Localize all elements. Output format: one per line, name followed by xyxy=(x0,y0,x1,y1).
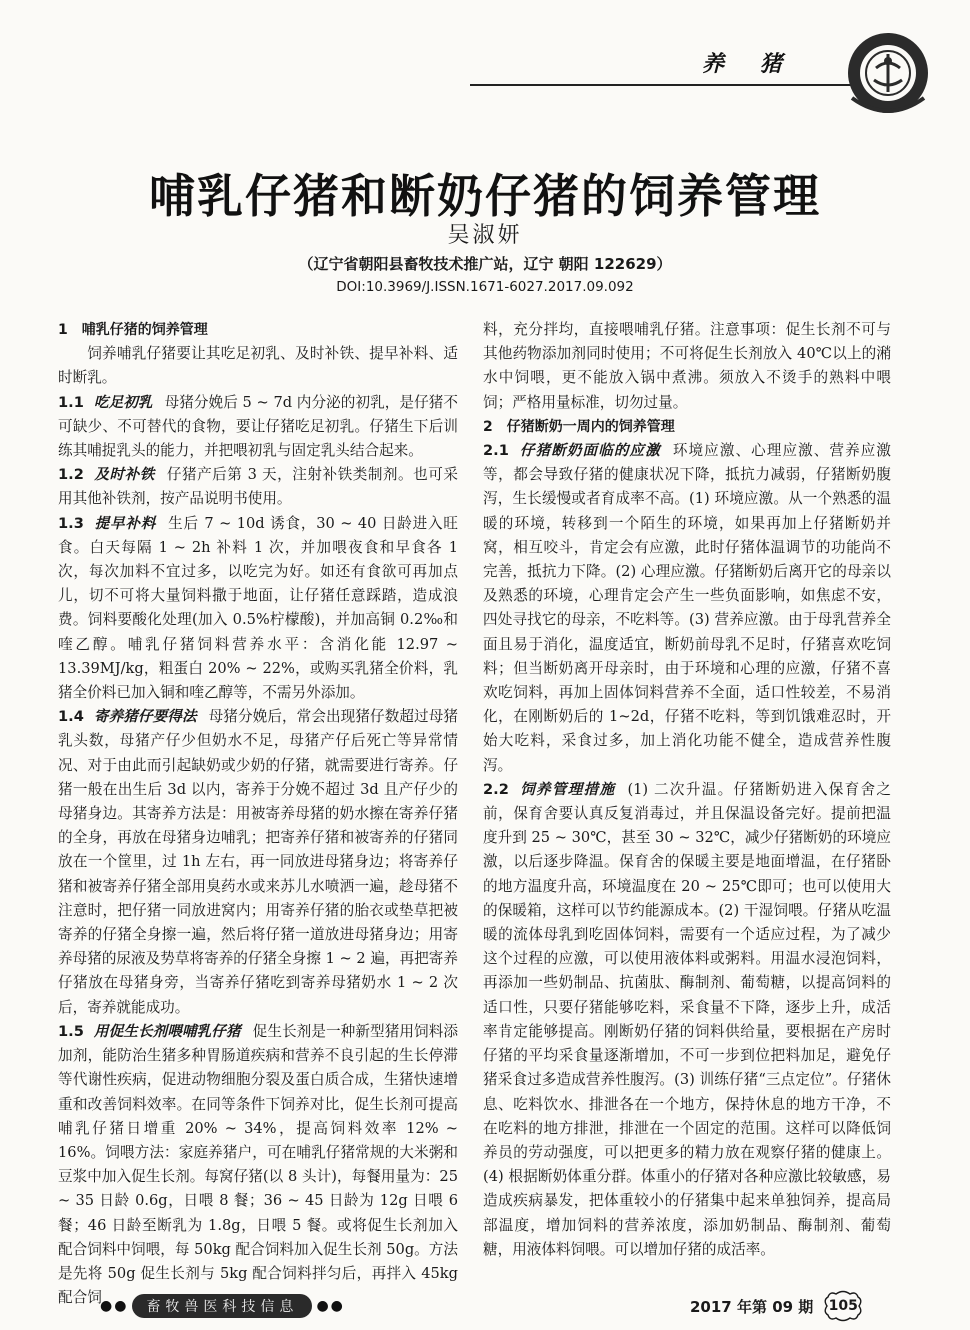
subsection-2-1 xyxy=(483,439,891,778)
subsection-text: 母猪分娩后，常会出现猪仔数超过母猪乳头数，母猪产仔少但奶水不足，母猪产仔后死亡等异常情况、对于由此而引起缺奶或少奶的仔猪，就需要进行寄养。仔猪一般在出生后 3d 以内，寄养于分娩不超过 3d 且产仔少的母猪身边。其寄养方法是：用被寄养母猪的奶水擦在寄养仔猪的全身，再放在母猪身边哺乳；把寄养仔猪和被寄养的仔猪同放在一个筐里，过 1h 左右，再一同放进母猪身边；将寄养仔猪和被寄养仔猪全部用臭药水或来苏儿水喷洒一遍，趁母猪不注意时，把仔猪一同放进窝内；用寄养仔猪的胎衣或垫草把被寄养的仔猪全身擦一遍，然后将仔猪一道放进母猪身边；用寄养母猪的尿液及势草将寄养的仔猪全身擦 1 ~ 2 遍，再把寄养仔猪放在母猪身旁，当寄养仔猪吃到寄养母猪奶水 1 ~ 2 次后，寄养就能成功。 xyxy=(58,708,458,1016)
journal-logo xyxy=(838,28,938,118)
subsection-title: 仔猪断奶面临的应激 xyxy=(518,442,661,460)
subsection-number: 1.3 xyxy=(58,514,84,532)
subsection-title: 寄养猪仔要得法 xyxy=(93,708,197,726)
subsection-text: 环境应激、心理应激、营养应激等，都会导致仔猪的健康状况下降，抵抗力减弱，仔猪断奶腹泻，生长缓慢或者育成率不高。(1) 环境应激。从一个熟悉的温暖的环境，转移到一个陌生的环境，如果再加上仔猪断奶并窝，相互咬斗，肯定会有应激，此时仔猪体温调节的功能尚不完善，抵抗力下降。(2) 心理应激。仔猪断奶后离开它的母亲以及熟悉的环境，心理肯定会产生一些负面影响，如焦虑不安，四处寻找它的母亲，不吃料等。(3) 营养应激。由于母乳营养全面且易于消化，温度适宜，断奶前母乳不足时，仔猪喜欢吃饲料；但当断奶离开母亲时，由于环境和心理的应激，仔猪不喜欢吃饲料，再加上固体饲料营养不全面，适口性较差，不易消化，在刚断奶后的 1~2d，仔猪不吃料，等到饥饿难忍时，开始大吃料，采食过多，加上消化功能不健全，造成营养性腹泻。 xyxy=(483,442,891,774)
subsection-number: 2.2 xyxy=(483,780,509,798)
footer-dots-right: ●● xyxy=(316,1298,345,1314)
subsection-1-4 xyxy=(58,705,458,1020)
subsection-title: 吃足初乳 xyxy=(93,393,153,411)
article-title: 哺乳仔猪和断奶仔猪的饲养管理 xyxy=(149,169,821,223)
subsection-number: 1.1 xyxy=(58,393,84,411)
subsection-1-3 xyxy=(58,512,458,706)
subsection-number: 1.5 xyxy=(58,1022,84,1040)
subsection-text: 促生长剂是一种新型猪用饲料添加剂，能防治生猪多种胃肠道疾病和营养不良引起的生长停滞等代谢性疾病，促进动物细胞分裂及蛋白质合成，生猪快速增重和改善饲料效率。在同等条件下饲养对比，促生长剂可提高哺乳仔猪日增重 20% ~ 34%，提高饲料效率 12% ~ 16%。饲喂方法：家庭养猪户，可在哺乳仔猪常规的大米粥和豆浆中加入促生长剂。每窝仔猪(以 8 头计)，每餐用量为：25 ~ 35 日龄 0.6g，日喂 8 餐；36 ~ 45 日龄为 12g 日喂 6 餐；46 日龄至断乳为 1.8g，日喂 5 餐。或将促生长剂加入配合饲料中饲喂，每 50kg 配合饲料加入促生长剂 50g。方法是先将 50g 促生长剂与 5kg 配合饲料拌匀后，再拌入 45kg 配合饲 xyxy=(58,1022,458,1307)
author-name: 吴淑妍 xyxy=(447,223,523,248)
subsection-number: 1.2 xyxy=(58,466,84,484)
page-number: 105 xyxy=(828,1298,858,1314)
subsection-2-2 xyxy=(483,778,891,1262)
subsection-1-1 xyxy=(58,391,458,464)
subsection-text: 生后 7 ~ 10d 诱食，30 ~ 40 日龄进入旺食。白天每隔 1 ~ 2h 补料 1 次，并加喂夜食和早食各 1 次，每次加料不宜过多，以吃完为好。如还有食欲可再加点儿，切不可将大量饲料撒于地面，让仔猪任意踩踏，造成浪费。饲料要酸化处理(加入 0.5%柠檬酸)，并加高铜 0.2‰和喹乙醇。哺乳仔猪饲料营养水平：含消化能 12.97 ~ 13.39MJ/kg，粗蛋白 20% ~ 22%，或购买乳猪全价料，乳猪全价料已加入铜和喹乙醇等，不需另外添加。 xyxy=(58,514,458,702)
continued-paragraph: 料，充分拌均，直接喂哺乳仔猪。注意事项：促生长剂不可与其他药物添加剂同时使用；不可将促生长剂放入 40℃以上的潲水中饲喂，更不能放入锅中煮沸。须放入不烫手的熟料中喂饲；严格用量标准，切勿过量。 xyxy=(483,321,891,411)
subsection-1-2 xyxy=(58,463,458,511)
subsection-text: 仔猪产后第 3 天，注射补铁类制剂。也可采用其他补铁剂，按产品说明书使用。 xyxy=(58,466,458,508)
subsection-title: 用促生长剂喂哺乳仔猪 xyxy=(93,1022,241,1040)
subsection-title: 及时补铁 xyxy=(93,466,155,484)
subsection-text: (1) 二次升温。仔猪断奶进入保育舍之前，保育舍要认真反复消毒过，并且保温设备完好。提前把温度升到 25 ~ 30℃，甚至 30 ~ 32℃，减少仔猪断奶的环境应激，以后逐步降温。保育舍的保暖主要是地面增温，在仔猪卧的地方温度升高，环境温度在 20 ~ 25℃即可；也可以使用大的保暖箱，这样可以节约能源成本。(2) 干湿饲喂。仔猪从吃温暖的流体母乳到吃固体饲料，需要有一个适应过程，为了减少这个过程的应激，可以使用液体料或粥料。用温水浸泡饲料，再添加一些奶制品、抗菌肽、酶制剂、葡萄糖，以提高饲料的适口性，只要仔猪能够吃料，采食量不下降，逐步上升，成活率肯定能够提高。刚断奶仔猪的饲料供给量，要根据在产房时仔猪的平均采食量逐渐增加，不可一步到位把料加足，避免仔猪采食过多造成营养性腹泻。(3) 训练仔猪“三点定位”。仔猪休息、吃料饮水、排泄各在一个地方，保持休息的地方干净，不在吃料的地方排泄，排泄在一个固定的范围。这样可以降低饲养员的劳动强度，可以把更多的精力放在观察仔猪的健康上。(4) 根据断奶体重分群。体重小的仔猪对各种应激比较敏感，易造成疾病暴发，把体重较小的仔猪集中起来单独饲养，提高局部温度，增加饲料的营养浓度，添加奶制品、酶制剂、葡萄糖，用液体料饲喂。可以增加仔猪的成活率。 xyxy=(483,780,891,1258)
section-1-intro: 饲养哺乳仔猪要让其吃足初乳、及时补铁、提早补料、适时断乳。 xyxy=(58,345,458,387)
author-affiliation: （辽宁省朝阳县畜牧技术推广站，辽宁 朝阳 122629） xyxy=(298,255,672,273)
section-tag: 养猪 xyxy=(701,50,818,77)
footer-journal xyxy=(100,1293,345,1319)
header-rule xyxy=(470,84,900,86)
page-number-badge xyxy=(821,1290,865,1322)
section-1-heading: 1 哺乳仔猪的饲养管理 xyxy=(58,322,208,338)
subsection-1-5 xyxy=(58,1020,458,1310)
subsection-title: 饲养管理措施 xyxy=(518,780,616,798)
section-2-heading: 2 仔猪断奶一周内的饲养管理 xyxy=(483,418,675,435)
footer-dots-left: ●● xyxy=(100,1298,129,1314)
journal-name: 畜牧兽医科技信息 xyxy=(132,1294,312,1318)
subsection-title: 提早补料 xyxy=(93,514,157,532)
subsection-number: 1.4 xyxy=(58,708,84,726)
subsection-text: 母猪分娩后 5 ~ 7d 内分泌的初乳，是仔猪不可缺少、不可替代的食物，要让仔猪吃足初乳。仔猪生下后训练其哺捉乳头的能力，并把喂初乳与固定乳头结合起来。 xyxy=(58,393,458,460)
left-column xyxy=(58,318,458,1310)
subsection-number: 2.1 xyxy=(483,442,509,460)
issue-label: 2017 年第 09 期 xyxy=(690,1297,814,1316)
footer-issue xyxy=(690,1292,865,1320)
doi: DOI:10.3969/J.ISSN.1671-6027.2017.09.092 xyxy=(336,279,634,295)
right-column xyxy=(483,318,891,1262)
